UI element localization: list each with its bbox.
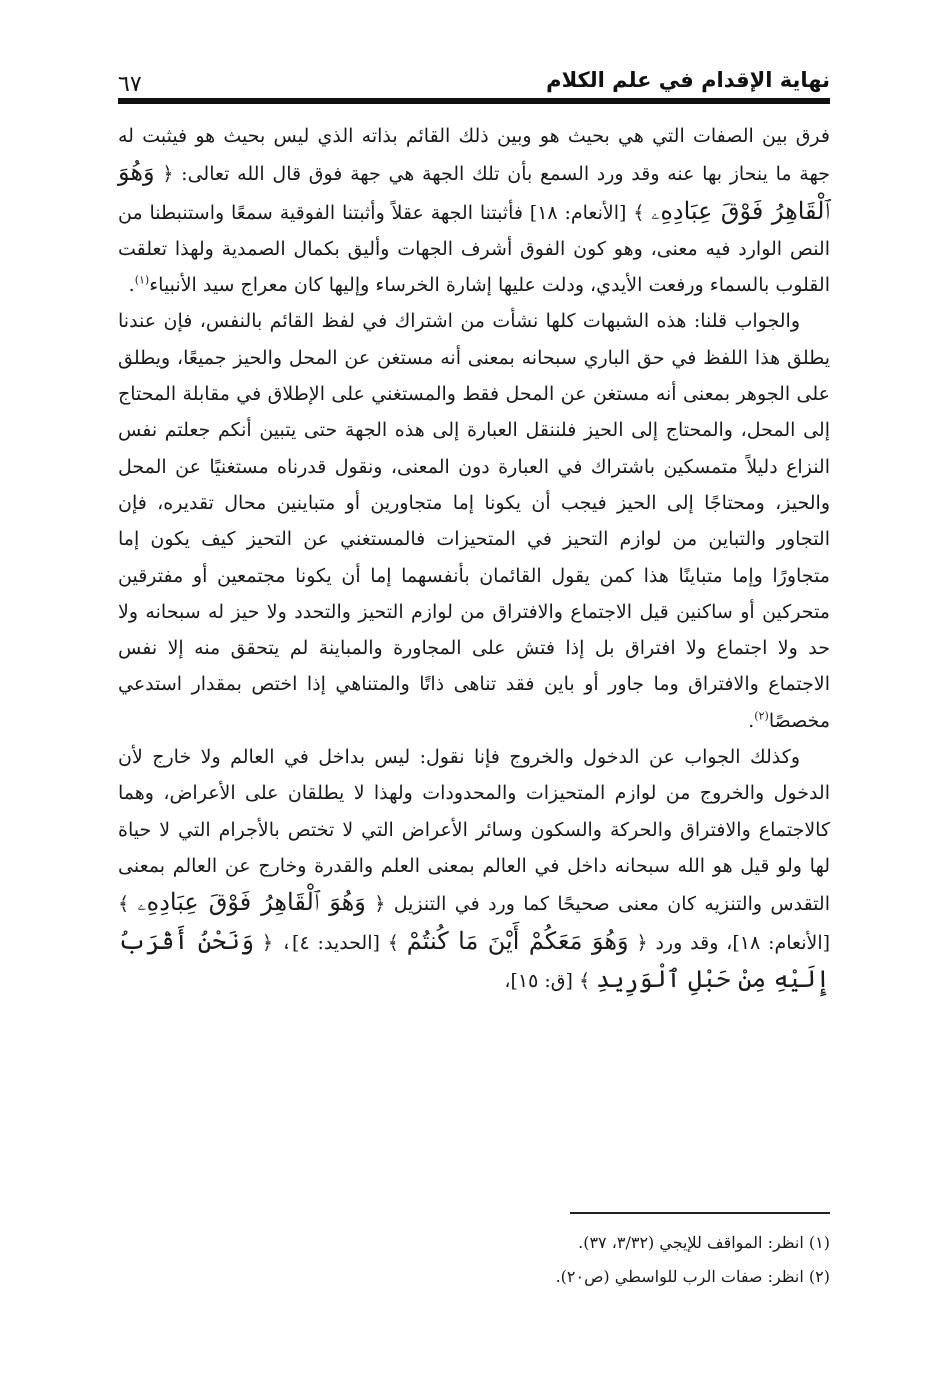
header-rule xyxy=(118,98,830,104)
text-segment: والجواب قلنا: هذه الشبهات كلها نشأت من اشتراك في لفظ القائم بالنفس، فإن عندنا يطلق هذا اللفظ في حق الباري سبحانه بمعنى أنه مستغن عن المحل والحيز جميعًا، ويطلق على الجوهر بمعنى أنه مستغن عن المحل فقط والمستغني على الإطلاق في مقابلة المحتاج إلى المحل، والمحتاج إلى الحيز فلننقل العبارة إلى هذه الجهة حتى يتبين أنكم جعلتم نفس النزاع دليلاً متمسكين باشتراك في العبارة دون المعنى، ونقول قدرناه مستغنيًا عن المحل والحيز، ومحتاجًا إلى الحيز فيجب أن يكونا إما متجاورين أو متباينين محال تقديره، فإن التجاور والتباين من لوازم التحيز في المتحيزات فالمستغني عن التحيز كيف يكون إما متجاورًا وإما متباينًا هذا كمن يقول القائمان بأنفسهما إما أن يكونا مجتمعين أو مفترقين متحركين أو ساكنين قيل الاجتماع والافتراق من لوازم التحيز والتحدد ولا حيز له سبحانه ولا حد ولا اجتماع ولا افتراق بل إذا فتش على المجاورة والمباينة لم يتحقق منه إلا نفس الاجتماع والافتراق وما جاور أو باين فقد تناهى ذاتًا والمتناهي إذا اختص بمقدار استدعي مخصصًا xyxy=(118,310,830,732)
quran-verse: وَنَحْنُ أَقْرَبُ إِلَيْهِ مِنْ حَبْلِ ٱلْوَرِيدِ xyxy=(118,926,830,993)
text-segment: ﴾ [ق: ١٥]، xyxy=(504,969,591,992)
text-segment: ﴾ [الأنعام: ١٨] فأثبتنا الجهة عقلاً وأثبتنا الفوقية سمعًا واستنبطنا من النص الوارد فيه معنى، وهو كون الفوق أشرف الجهات وأليق بكمال الصمدية ولهذا تعلقت القلوب بالسماء ورفعت الأيدي، ودلت عليها إشارة الخرساء وإليها كان معراج سيد الأنبياء xyxy=(118,201,830,297)
footnotes xyxy=(118,1226,830,1294)
text-segment: ﴾ [الحديد: ٤]، ﴿ xyxy=(261,931,399,954)
book-title: نهاية الإقدام في علم الكلام xyxy=(546,68,830,92)
paragraph-3 xyxy=(118,739,830,999)
text-segment: . xyxy=(128,274,135,297)
text-segment: ﴾ [الأنعام: ١٨]، وقد ورد ﴿ xyxy=(118,893,831,954)
footnote-separator xyxy=(570,1212,830,1214)
footnote-2: (٢) انظر: صفات الرب للواسطي (ص٢٠). xyxy=(555,1267,830,1286)
quran-verse: وَهُوَ مَعَكُمْ أَيْنَ مَا كُنتُمْ xyxy=(406,926,629,955)
paragraph-2 xyxy=(118,303,830,739)
text-segment: فرق بين الصفات التي هي بحيث هو وبين ذلك القائم بذاته الذي ليس بحيث هو فيثبت له جهة ما ينحاز بها عنه وقد ورد السمع بأن تلك الجهة هي جهة فوق قال الله تعالى: ﴿ xyxy=(118,125,830,186)
footnote-1: (١) انظر: المواقف للإيجي (٣/٣٢، ٣٧). xyxy=(578,1233,830,1252)
page-number: ٦٧ xyxy=(118,72,142,97)
text-segment: . xyxy=(748,709,755,732)
main-text xyxy=(118,118,830,999)
quran-verse: وَهُوَ ٱلْقَاهِرُ فَوْقَ عِبَادِهِۦ xyxy=(118,158,830,225)
quran-verse: وَهُوَ ٱلْقَاهِرُ فَوْقَ عِبَادِهِۦ xyxy=(137,888,366,917)
running-header xyxy=(118,66,830,96)
paragraph-1 xyxy=(118,118,830,303)
footnote-marker[interactable]: (١) xyxy=(134,273,150,287)
footnote-marker[interactable]: (٢) xyxy=(754,709,769,723)
text-segment: وكذلك الجواب عن الدخول والخروج فإنا نقول: ليس بداخل في العالم ولا خارج لأن الدخول والخروج من لوازم المتحيزات والمحدودات ولهذا لا يطلقان على الأعراض، وهما كالاجتماع والافتراق والحركة والسكون وسائر الأعراض التي لا تختص بالأجرام التي لا حياة لها ولو قيل هو الله سبحانه داخل في العالم بمعنى العلم والقدرة وخارج عن العالم بمعنى التقدس والتنزيه كان معنى صحيحًا كما ورد في التنزيل ﴿ xyxy=(118,746,830,916)
